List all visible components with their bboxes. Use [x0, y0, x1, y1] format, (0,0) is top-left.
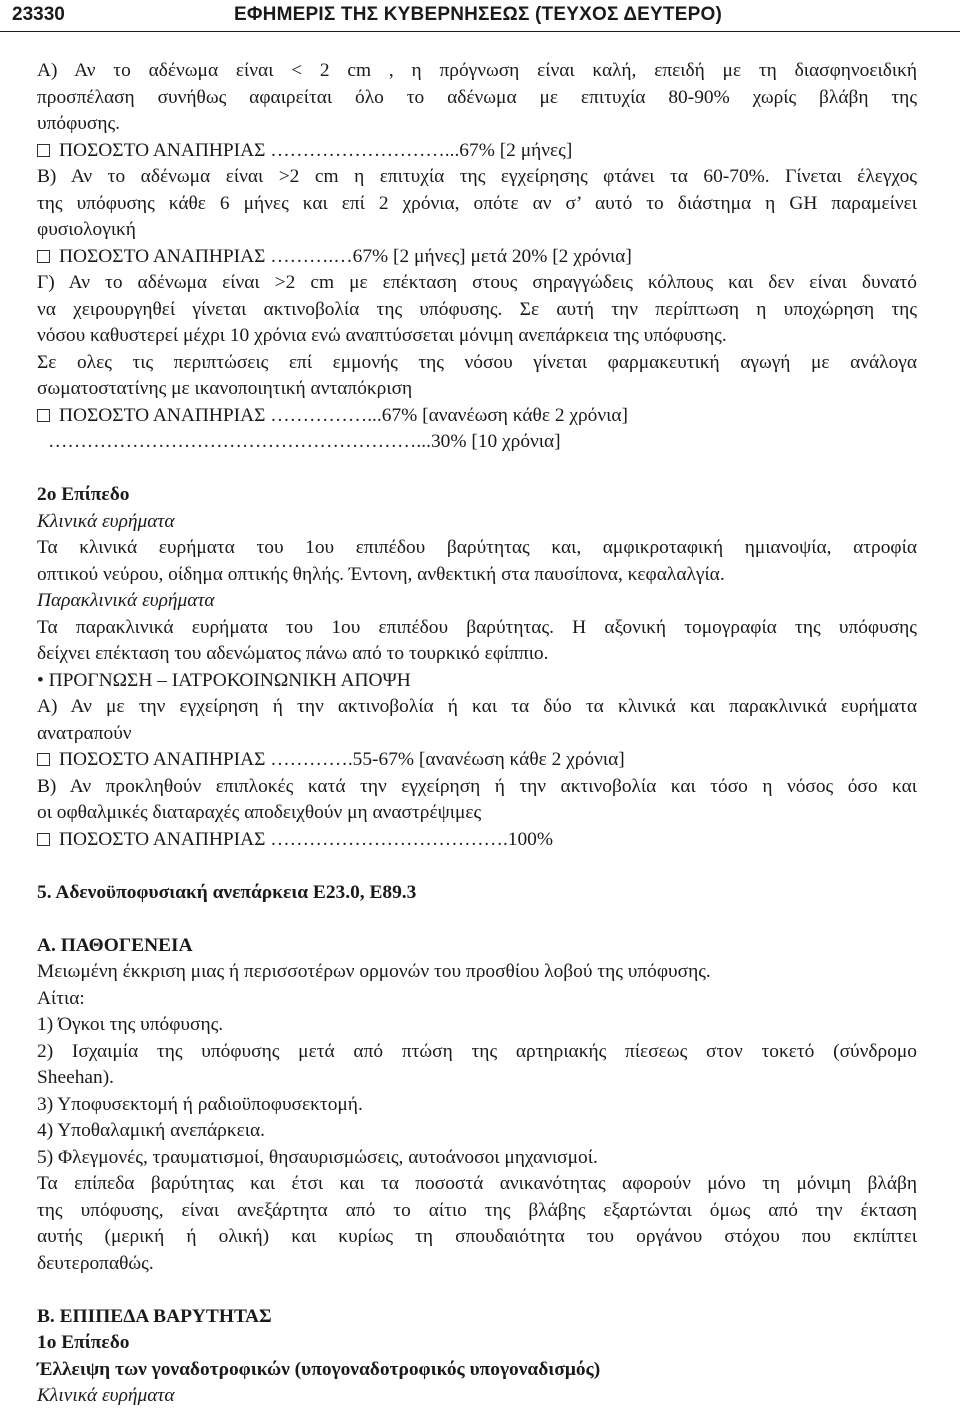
- text-line: Α) Αν με την εγχείρηση ή την ακτινοβολία ή και τα δύο τα κλινικά και παρακλινικά ευρήματα: [37, 696, 917, 717]
- text-line: να χειρουργηθεί γίνεται ακτινοβολία της υπόφυσης. Σε αυτή την περίπτωση η υποχώρηση της: [37, 298, 917, 320]
- document-body: [37, 58, 917, 1410]
- text-line: σωματοστατίνης με ικανοποιητική ανταπόκριση: [37, 378, 413, 399]
- text-line: Γ) Αν το αδένωμα είναι >2 cm με επέκταση στους σηραγγώδεις κόλπους και δεν είναι δυνατό: [37, 272, 917, 293]
- gazette-title: ΕΦΗΜΕΡΙΣ ΤΗΣ ΚΥΒΕΡΝΗΣΕΩΣ (ΤΕΥΧΟΣ ΔΕΥΤΕΡΟ): [234, 4, 722, 25]
- text-line: νόσου καθυστερεί μέχρι 10 χρόνια ενώ αναπτύσσεται μόνιμη ανεπάρκεια της υπόφυσης.: [37, 325, 727, 346]
- text-line: Β) Αν προκληθούν επιπλοκές κατά την εγχείρηση ή την ακτινοβολία και τόσο η νόσος όσο και: [37, 775, 917, 797]
- subheading: Κλινικά ευρήματα: [37, 1385, 175, 1406]
- text-line: δευτεροπαθώς.: [37, 1252, 154, 1274]
- text-line: Sheehan).: [37, 1067, 114, 1088]
- text-line: ανατραπούν: [37, 722, 132, 744]
- checkbox-icon: [37, 753, 50, 766]
- text-line: Μειωμένη έκκριση μιας ή περισσοτέρων ορμονών του προσθίου λοβού της υπόφυσης.: [37, 961, 711, 982]
- checkbox-icon: [37, 833, 50, 846]
- text-line: Αίτια:: [37, 987, 85, 1009]
- list-item: 5) Φλεγμονές, τραυματισμοί, θησαυρισμώσεις, αυτοάνοσοι μηχανισμοί.: [37, 1146, 598, 1168]
- section-heading: 2ο Επίπεδο: [37, 484, 130, 505]
- header-divider: [0, 31, 960, 32]
- text-line: Τα παρακλινικά ευρήματα του 1ου επιπέδου βαρύτητας. Η αξονική τομογραφία της υπόφυσης: [37, 616, 917, 638]
- text-line: δείχνει επέκταση του αδενώματος πάνω από το τουρκικό εφίππιο.: [37, 643, 549, 664]
- rate-line: ΠΟΣΟΣΤΟ ΑΝΑΠΗΡΙΑΣ ……….…67% [2 μήνες] μετά 20% [2 χρόνια]: [37, 244, 917, 271]
- text-line: Σε ολες τις περιπτώσεις επί εμμονής της νόσου γίνεται φαρμακευτική αγωγή με ανάλογα: [37, 351, 917, 373]
- section-heading: 5. Αδενοϋποφυσιακή ανεπάρκεια Ε23.0, Ε89.3: [37, 881, 417, 903]
- text-line: οπτικού νεύρου, οίδημα οπτικής θηλής. Έντονη, ανθεκτική στα παυσίπονα, κεφαλαλγία.: [37, 563, 725, 585]
- text-line: αυτής (μερική ή ολική) και κυρίως τη σπουδαιότητα του οργάνου στόχου που εκπίπτει: [37, 1226, 917, 1247]
- section-heading: 1ο Επίπεδο: [37, 1332, 130, 1353]
- section-heading: Έλλειψη των γοναδοτροφικών (υπογοναδοτροφικός υπογοναδισμός): [37, 1358, 601, 1380]
- section-heading: Β. ΕΠΙΠΕΔΑ ΒΑΡΥΤΗΤΑΣ: [37, 1305, 272, 1327]
- rate-line: ΠΟΣΟΣΤΟ ΑΝΑΠΗΡΙΑΣ ………………………...67% [2 μήνες]: [37, 138, 917, 165]
- checkbox-icon: [37, 144, 50, 157]
- text-line: Α) Αν το αδένωμα είναι < 2 cm , η πρόγνωση είναι καλή, επειδή με τη διασφηνοειδική: [37, 60, 917, 81]
- text-line: της υπόφυσης, είναι ανεξάρτητα από το αίτιο της βλάβης εξαρτώνται όμως από την έκταση: [37, 1199, 917, 1221]
- subheading: Κλινικά ευρήματα: [37, 510, 175, 532]
- text-line: Β) Αν το αδένωμα είναι >2 cm η επιτυχία της εγχείρησης φτάνει τα 60-70%. Γίνεται έλεγχος: [37, 166, 917, 187]
- text-line: Τα επίπεδα βαρύτητας και έτσι και τα ποσοστά ανικανότητας αφορούν μόνο τη μόνιμη βλάβη: [37, 1173, 917, 1194]
- page-number: 23330: [12, 4, 65, 25]
- rate-line: …………………………………………………...30% [10 χρόνια]: [48, 431, 561, 452]
- rate-line: ΠΟΣΟΣΤΟ ΑΝΑΠΗΡΙΑΣ ………….55-67% [ανανέωση κάθε 2 χρόνια]: [37, 747, 917, 774]
- list-item: 4) Υποθαλαμική ανεπάρκεια.: [37, 1120, 265, 1141]
- section-heading: Α. ΠΑΘΟΓΕΝΕΙΑ: [37, 934, 193, 956]
- list-item: 1) Όγκοι της υπόφυσης.: [37, 1014, 224, 1035]
- text-line: Τα κλινικά ευρήματα του 1ου επιπέδου βαρύτητας και, αμφικροταφική ημιανοψία, ατροφία: [37, 537, 917, 558]
- text-line: της υπόφυσης κάθε 6 μήνες και επί 2 χρόνια, οπότε αν σ’ αυτό το διάστημα η GH παραμείνει: [37, 192, 917, 214]
- page-header: [0, 0, 960, 30]
- subheading: Παρακλινικά ευρήματα: [37, 590, 215, 611]
- checkbox-icon: [37, 250, 50, 263]
- text-line: υπόφυσης.: [37, 113, 120, 134]
- bullet-heading: • ΠΡΟΓΝΩΣΗ – ΙΑΤΡΟΚΟΙΝΩΝΙΚΗ ΑΠΟΨΗ: [37, 669, 411, 691]
- rate-line: ΠΟΣΟΣΤΟ ΑΝΑΠΗΡΙΑΣ ……………...67% [ανανέωση κάθε 2 χρόνια]: [37, 403, 917, 430]
- rate-line: ΠΟΣΟΣΤΟ ΑΝΑΠΗΡΙΑΣ ……………………………….100%: [37, 827, 917, 854]
- checkbox-icon: [37, 409, 50, 422]
- list-item: 2) Ισχαιμία της υπόφυσης μετά από πτώση της αρτηριακής πίεσεως στον τοκετό (σύνδρομο: [37, 1040, 917, 1062]
- list-item: 3) Υποφυσεκτομή ή ραδιοϋποφυσεκτομή.: [37, 1093, 363, 1115]
- text-line: προσπέλαση συνήθως αφαιρείται όλο το αδένωμα με επιτυχία 80-90% χωρίς βλάβη της: [37, 86, 917, 108]
- text-line: φυσιολογική: [37, 219, 136, 240]
- text-line: οι οφθαλμικές διαταραχές αποδειχθούν μη αναστρέψιμες: [37, 802, 482, 823]
